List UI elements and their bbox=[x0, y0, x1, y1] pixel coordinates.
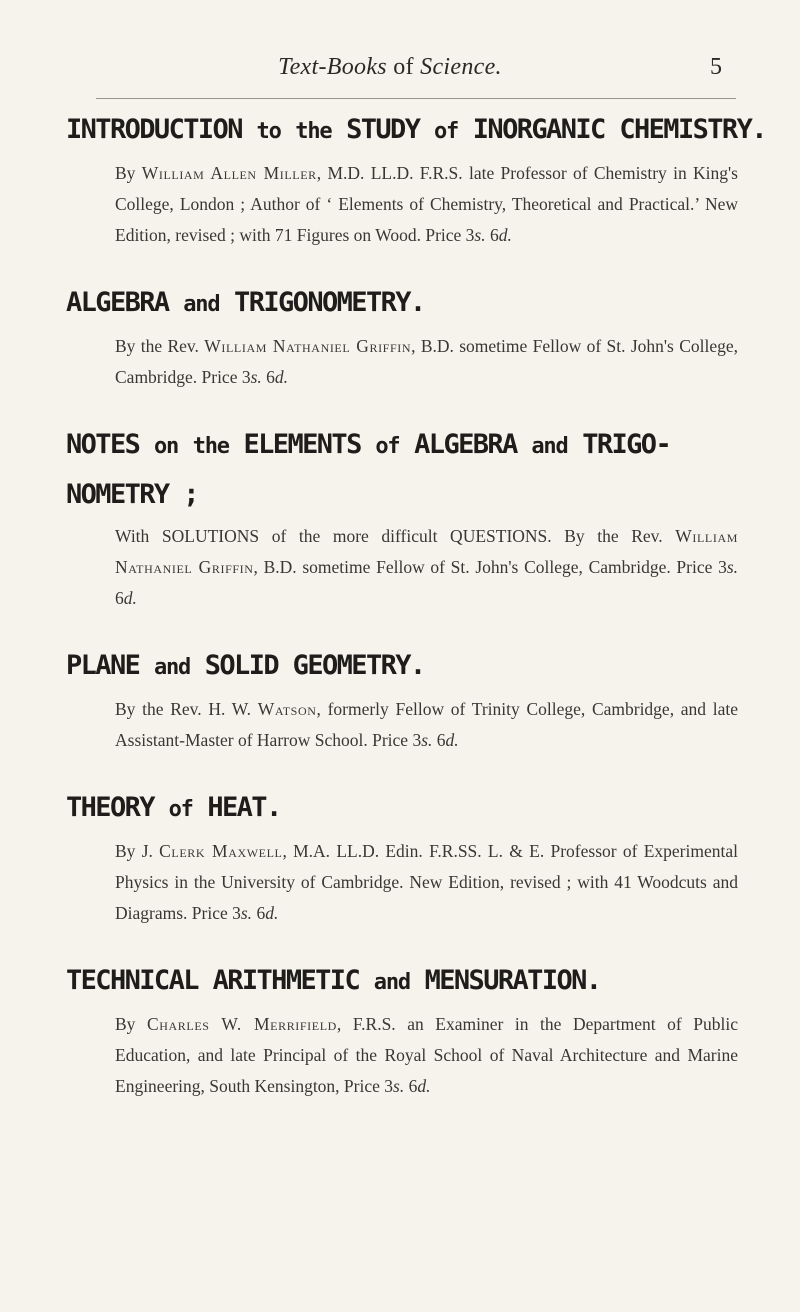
book-title: INTRODUCTION to the STUDY of INORGANIC CHEMISTRY. bbox=[66, 114, 766, 145]
description-text: , M.D. LL.D. F.R.S. late Professor of Chemistry in King's College, London ; Author of ‘ Elements of Chemistry, Theoretical and Practical.’ New Edition, revised ; with 71 Figures on Wood. Price 3 bbox=[115, 163, 738, 245]
description-text: By bbox=[115, 163, 142, 183]
description-text: , formerly Fellow of Trinity College, Cambridge, and late Assistant-Master of Harrow School. Price 3 bbox=[115, 699, 738, 750]
book-description bbox=[115, 521, 738, 614]
description-text: By the Rev. bbox=[115, 336, 205, 356]
price-unit: d. bbox=[417, 1076, 431, 1096]
price-unit: d. bbox=[445, 730, 459, 750]
description-text: By J. bbox=[115, 841, 160, 861]
book-entry-theory-of-heat bbox=[66, 786, 738, 929]
description-text: 6 bbox=[485, 225, 499, 245]
book-entry-algebra-trigonometry bbox=[66, 281, 738, 393]
author-name: Charles W. Merrifield bbox=[146, 1014, 337, 1034]
book-title: NOMETRY ; bbox=[66, 479, 198, 510]
description-text: , B.D. sometime Fellow of St. John's College, Cambridge. Price 3 bbox=[253, 557, 727, 577]
running-head bbox=[110, 50, 722, 90]
book-description bbox=[115, 331, 738, 393]
price-unit: d. bbox=[123, 588, 137, 608]
price-unit: d. bbox=[498, 225, 512, 245]
header-rule bbox=[96, 98, 736, 99]
description-text: 6 bbox=[261, 367, 275, 387]
description-text: , M.A. LL.D. Edin. F.R.SS. L. & E. Professor of Experimental Physics in the University of Cambridge. New Edition, revised ; with 41 Woodcuts and Diagrams. Price 3 bbox=[115, 841, 738, 923]
book-title: TECHNICAL ARITHMETIC and MENSURATION. bbox=[66, 965, 601, 996]
price-unit: d. bbox=[265, 903, 279, 923]
description-text: 6 bbox=[404, 1076, 418, 1096]
book-list bbox=[66, 108, 766, 1132]
author-name: William Allen Miller bbox=[141, 163, 317, 183]
author-name: William Nathaniel Griffin bbox=[204, 336, 412, 356]
price-unit: d. bbox=[274, 367, 289, 387]
running-title-part1: Text-Books bbox=[278, 54, 387, 80]
description-text: , B.D. sometime Fellow of St. John's College, Cambridge. Price 3 bbox=[115, 336, 738, 387]
description-text: 6 bbox=[252, 903, 266, 923]
author-name: William Nathaniel Griffin bbox=[115, 526, 738, 577]
book-title: THEORY of HEAT. bbox=[66, 792, 281, 823]
description-text: 6 bbox=[432, 730, 446, 750]
page-number: 5 bbox=[710, 54, 722, 80]
book-description bbox=[115, 158, 738, 251]
price-unit: s. bbox=[421, 730, 433, 750]
description-text: 6 bbox=[115, 588, 124, 608]
description-text: By bbox=[115, 1014, 147, 1034]
price-unit: s. bbox=[474, 225, 486, 245]
price-unit: s. bbox=[240, 903, 253, 923]
book-title: PLANE and SOLID GEOMETRY. bbox=[66, 650, 425, 681]
book-title: ALGEBRA and TRIGONOMETRY. bbox=[66, 287, 425, 318]
price-unit: s. bbox=[250, 367, 262, 387]
book-description bbox=[115, 694, 738, 756]
description-text: , F.R.S. an Examiner in the Department of Public Education, and late Principal of the Royal School of Naval Architecture and Marine Engineering, South Kensington, Price 3 bbox=[115, 1014, 738, 1096]
price-unit: s. bbox=[393, 1076, 405, 1096]
author-name: Clerk Maxwell bbox=[159, 841, 283, 861]
book-title: NOTES on the ELEMENTS of ALGEBRA and TRIGO- bbox=[66, 429, 671, 460]
book-description bbox=[115, 836, 738, 929]
description-text: By the Rev. H. W. bbox=[115, 699, 258, 719]
running-title bbox=[110, 54, 670, 81]
book-entry-plane-solid-geometry bbox=[66, 644, 738, 756]
book-entry-technical-arithmetic bbox=[66, 959, 738, 1102]
book-entry-inorganic-chemistry bbox=[66, 108, 766, 251]
author-name: Watson bbox=[257, 699, 317, 719]
running-title-part2: Science. bbox=[420, 54, 502, 80]
book-description bbox=[115, 1009, 738, 1102]
book-entry-notes-algebra-trigonometry bbox=[66, 423, 738, 614]
price-unit: s. bbox=[726, 557, 739, 577]
running-title-of: of bbox=[393, 54, 414, 80]
description-text: With SOLUTIONS of the more difficult QUESTIONS. By the Rev. bbox=[115, 526, 676, 546]
